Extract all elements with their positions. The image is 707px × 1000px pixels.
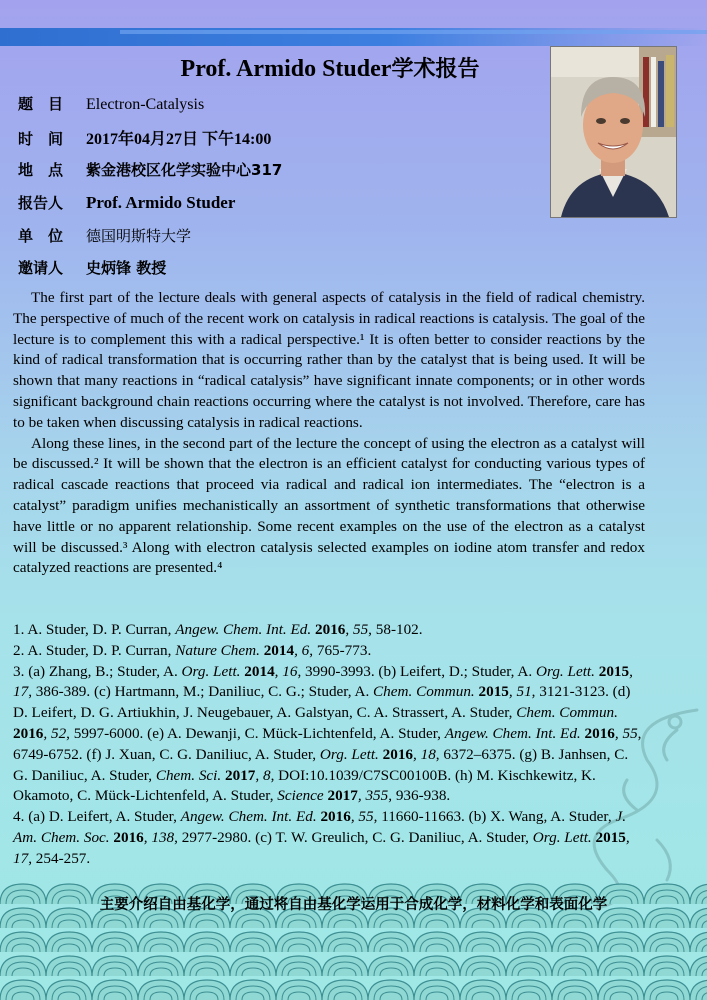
info-label: 时 间 [18,130,64,148]
title-en: Prof. Armido Studer [180,56,392,82]
ref-journal: Org. Lett. [532,828,592,846]
info-value: Prof. Armido Studer [86,193,236,212]
ref-year: 2014 [240,662,275,680]
ref-pages: , 5997-6000. (e) A. Dewanji, C. Mück-Lichtenfeld, A. Studer, [66,724,445,742]
ref-journal: Org. Lett. [319,745,379,763]
ref-pages: , 765-773. [309,641,372,659]
ref-volume: , 17 [13,828,630,867]
ref-year: 2016 [13,724,44,742]
ref-volume: , 51 [508,683,532,701]
title-cn: 学术报告 [391,57,480,82]
info-label: 报告人 [18,194,64,212]
ref-year: 2015 [591,828,626,846]
footer-summary: 主要介绍自由基化学，通过将自由基化学运用于合成化学，材料化学和表面化学 [99,897,608,913]
ref-year: 2017 [221,766,256,784]
ref-authors: 3. (a) Zhang, B.; Studer, A. [13,662,182,680]
ref-year: 2014 [259,641,295,659]
ref-volume: , 6 [294,641,310,659]
ref-year: 2017 [323,787,358,805]
ref-year: 2016 [109,828,144,846]
info-value: Electron-Catalysis [86,96,205,113]
ref-volume: , 355 [357,787,389,805]
ref-pages: , 936-938. [388,787,451,805]
ref-authors: 1. A. Studer, D. P. Curran, [13,621,176,638]
ref-journal: Org. Lett. [181,662,241,680]
ref-pages: , 6749-6752. (f) J. Xuan, C. G. Daniliuc, A. Studer, [13,724,642,763]
ref-journal: J. Am. Chem. Soc. [13,808,626,846]
ref-pages: , 254-257. [28,849,91,867]
ref-year: 2016 [580,724,615,742]
ref-pages: , 386-389. (c) Hartmann, M.; Daniliuc, C. G.; Studer, A. [28,683,374,701]
abstract [13,288,645,579]
ref-pages: , 3121-3123. (d) D. Leifert, D. G. Artiukhin, J. Neugebauer, A. Galstyan, C. A. Strassert, A. Studer, [13,683,631,722]
ref-journal: Nature Chem. [175,641,260,659]
info-label: 单 位 [18,227,64,245]
info-label: 邀请人 [18,259,64,277]
info-row-time [18,126,271,149]
ref-volume: , 17 [13,662,633,701]
abstract-paragraph: Along these lines, in the second part of the lecture the concept of using the electron as a catalyst will be discussed.² It will be shown that the electron is an efficient catalyst for conducting various types of radical cascade reactions that proceed via radical and radical ion intermediates. The “electron is a catalyst” paradigm unifies mechanistically an assortment of synthetic transformations that otherwise have little or no apparent relationship. Some recent examples on the use of the electron as a catalyst will be discussed.³ Along with electron catalysis selected examples on iodine atom transfer and redox catalyzed reactions are presented.⁴ [13,434,645,577]
info-row-host [18,257,166,278]
reference-item [13,807,645,869]
info-value: 德国明斯特大学 [86,227,192,245]
ref-volume: , 18 [413,745,436,763]
ref-journal: Org. Lett. [536,662,595,680]
ref-authors: 2. A. Studer, D. P. Curran, [13,641,176,659]
ref-pages: , 6372–6375. (g) B. Janhsen, C. G. Daniliuc, A. Studer, [13,745,629,784]
ref-volume: , 55 [345,621,369,638]
ref-year: 2015 [594,662,630,680]
ref-volume: , 52 [43,724,67,742]
ref-year: 2016 [316,808,351,826]
info-value: 2017年04月27日 下午14:00 [86,131,272,148]
ref-volume: , 55 [614,724,638,742]
abstract-paragraph: The first part of the lecture deals with general aspects of catalysis in the field of radical chemistry. The perspective of much of the recent work on catalysis in radical reactions is catalysis. The goal of the lecture is to complement this with a radical perspective.¹ It is often better to consider reactions by the kind of radical transformation that is occurring rather than by the catalyst that is being used. It will be shown that many reactions in “radical catalysis” have significant innate components; or in other words significant background chain reactions occurring where the catalyst is not involved. Therefore, care has to be taken when discussing catalysis in radical reactions. [13,289,645,431]
ref-year: 2016 [378,745,414,763]
ref-journal: Chem. Commun. [516,704,618,722]
ref-journal: Chem. Commun. [373,683,475,701]
ref-year: 2016 [311,621,346,638]
top-banner-accent [120,30,707,34]
ref-journal: Science [277,787,324,805]
ref-pages: , 2977-2980. (c) T. W. Greulich, C. G. Daniliuc, A. Studer, [174,828,533,846]
ref-volume: , 8 [255,766,271,784]
info-row-affiliation [18,225,191,246]
speaker-photo [550,46,677,218]
reference-item [13,662,645,808]
ref-journal: Chem. Sci. [155,766,222,784]
ref-volume: , 55 [350,808,374,826]
ref-pages: , 3990-3993. (b) Leifert, D.; Studer, A. [297,662,536,680]
info-label: 地 点 [18,161,64,179]
info-value: 史炳锋 教授 [86,259,167,277]
ref-volume: , 16 [274,662,298,680]
reference-item [13,620,645,641]
ref-authors: 4. (a) D. Leifert, A. Studer, [13,808,181,826]
dragon-decoration-icon [557,700,707,910]
ref-journal: Angew. Chem. Int. Ed. [175,621,312,638]
info-label: 题 目 [18,95,64,113]
ref-journal: Angew. Chem. Int. Ed. [180,808,317,826]
info-row-location [18,159,282,180]
info-value: 紫金港校区化学实验中心317 [86,161,283,179]
ref-year: 2015 [474,683,509,701]
ref-pages: , 58-102. [368,621,423,638]
info-row-topic [18,93,204,114]
info-row-speaker [18,192,235,213]
ref-volume: , 138 [143,828,175,846]
reference-item [13,641,645,662]
ref-journal: Angew. Chem. Int. Ed. [444,724,581,742]
references [13,620,645,870]
ref-pages: , DOI:10.1039/C7SC00100B. (h) M. Kischkewitz, K. Okamoto, C. Mück-Lichtenfeld, A. Studer, [13,766,596,805]
ref-pages: , 11660-11663. (b) X. Wang, A. Studer, [373,808,616,826]
